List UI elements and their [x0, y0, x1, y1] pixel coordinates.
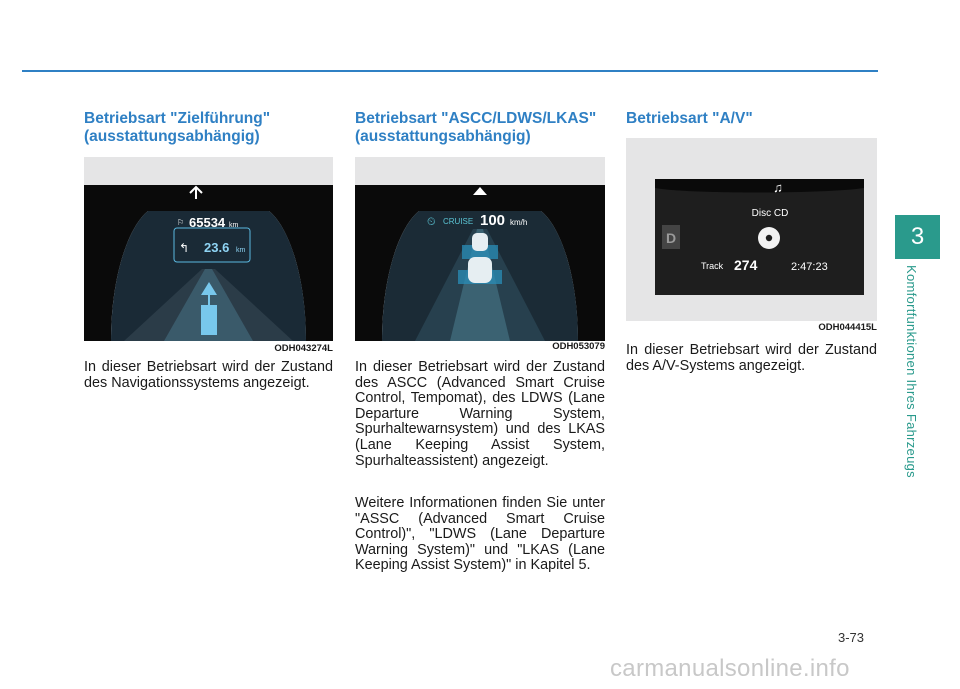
av-display-figure: [626, 138, 877, 321]
track-number: 274: [734, 257, 758, 273]
page-number: 3-73: [838, 630, 865, 645]
image-code: ODH044415L: [818, 322, 877, 333]
section-av: [626, 110, 876, 128]
music-note-icon: ♫: [773, 180, 783, 195]
section-body-continued: Weitere Informationen finden Sie unter "ASSC (Advanced Smart Cruise Control)", "LDWS (Lane Departure Warning System)" und "LKAS (Lane Keeping Assist System)" in Kapitel 5.: [355, 495, 605, 574]
svg-text:⏲: ⏲: [427, 216, 436, 228]
image-code: ODH053079: [552, 341, 605, 352]
track-label: Track: [701, 261, 724, 271]
ascc-display-figure: [355, 157, 605, 341]
odometer-unit: km: [229, 222, 239, 229]
speed-value: 100: [480, 212, 506, 229]
section-ascc: [355, 110, 605, 146]
section-navigation: [84, 110, 334, 146]
chapter-side-label: [904, 265, 924, 485]
chapter-number: 3: [910, 223, 925, 250]
header-rule: [22, 70, 878, 72]
section-title: Betriebsart "ASCC/LDWS/LKAS" (ausstattungsabhängig): [355, 110, 597, 145]
track-time: 2:47:23: [791, 261, 828, 273]
navigation-display-image: [84, 157, 333, 341]
cruise-label: CRUISE: [443, 217, 474, 226]
section-body: In dieser Betriebsart wird der Zustand des Navigationssystems angezeigt.: [84, 359, 333, 391]
chapter-tab: [895, 215, 940, 259]
ascc-display-image: [355, 157, 605, 341]
watermark-text: carmanualsonline.info: [610, 655, 850, 682]
svg-text:↰: ↰: [179, 241, 190, 255]
distance-value: 23.6: [204, 240, 230, 255]
distance-unit: km: [236, 247, 246, 254]
section-title: Betriebsart "A/V": [626, 110, 753, 127]
gear-indicator: D: [665, 230, 677, 246]
section-body: In dieser Betriebsart wird der Zustand des ASCC (Advanced Smart Cruise Control, Tempomat), des LDWS (Lane Departure Warning System, Spurhaltewarnsystem) und des LKAS (Lane Keeping Assist System, Spurhalteassistent) angezeigt.: [355, 359, 605, 469]
navigation-display-figure: [84, 157, 333, 341]
section-title: Betriebsart "Zielführung" (ausstattungsabhängig): [84, 110, 271, 145]
chapter-title: Komfortfunktionen Ihres Fahrzeugs: [904, 265, 919, 478]
image-code: ODH043274L: [274, 343, 333, 354]
svg-text:⚐: ⚐: [177, 218, 185, 227]
odometer-value: 65534: [189, 215, 226, 230]
av-display-image: [626, 138, 877, 321]
section-body: In dieser Betriebsart wird der Zustand des A/V-Systems angezeigt.: [626, 342, 877, 374]
source-label: Disc CD: [751, 208, 789, 219]
speed-unit: km/h: [510, 218, 528, 227]
